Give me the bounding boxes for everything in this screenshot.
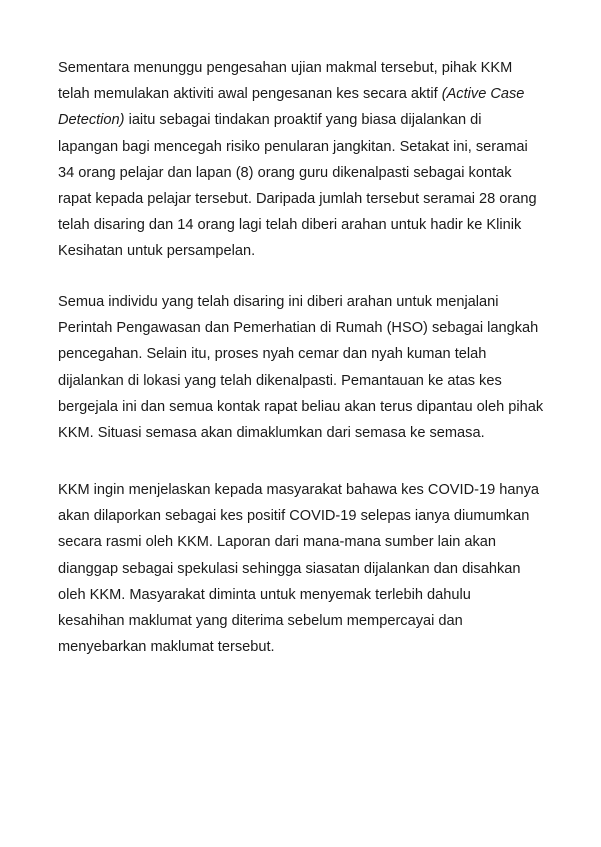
text-line: 34 orang pelajar dan lapan (8) orang guru dikenalpasti sebagai kontak <box>58 164 512 181</box>
text-line: telah disaring dan 14 orang lagi telah diberi arahan untuk hadir ke Klinik <box>58 217 522 234</box>
text-line: kesahihan maklumat yang diterima sebelum mempercayai dan <box>58 612 463 629</box>
italic-term: Detection) <box>58 112 125 129</box>
text-line: dianggap sebagai spekulasi sehingga siasatan dijalankan dan disahkan <box>58 560 521 577</box>
text-line <box>58 81 554 107</box>
text-line: secara rasmi oleh KKM. Laporan dari mana-mana sumber lain akan <box>58 534 497 551</box>
text-line: rapat kepada pelajar tersebut. Daripada jumlah tersebut seramai 28 orang <box>58 190 537 207</box>
text-line <box>58 107 554 133</box>
text-line: Sementara menunggu pengesahan ujian makmal tersebut, pihak KKM <box>58 60 513 76</box>
text-segment: telah memulakan aktiviti awal pengesanan kes secara aktif <box>58 86 442 103</box>
text-line: pencegahan. Selain itu, proses nyah cemar dan nyah kuman telah <box>58 346 487 363</box>
paragraph-public-notice <box>58 477 554 660</box>
text-line: KKM. Situasi semasa akan dimaklumkan dari semasa ke semasa. <box>58 424 485 441</box>
text-line: Semua individu yang telah disaring ini diberi arahan untuk menjalani <box>58 294 499 310</box>
text-line: Perintah Pengawasan dan Pemerhatian di Rumah (HSO) sebagai langkah <box>58 320 539 337</box>
text-line: lapangan bagi mencegah risiko penularan jangkitan. Setakat ini, seramai <box>58 138 528 155</box>
italic-term: (Active Case <box>441 86 525 103</box>
text-line: dijalankan di lokasi yang telah dikenalpasti. Pemantauan ke atas kes <box>58 372 502 389</box>
text-line: bergejala ini dan semua kontak rapat beliau akan terus dipantau oleh pihak <box>58 398 544 415</box>
text-line: Kesihatan untuk persampelan. <box>58 243 256 260</box>
text-line: oleh KKM. Masyarakat diminta untuk menyemak terlebih dahulu <box>58 586 471 603</box>
text-line: akan dilaporkan sebagai kes positif COVID-19 selepas ianya diumumkan <box>58 508 530 525</box>
text-line: menyebarkan maklumat tersebut. <box>58 639 275 656</box>
paragraph-active-case-detection <box>58 55 554 265</box>
paragraph-hso-measures <box>58 289 554 446</box>
text-line: KKM ingin menjelaskan kepada masyarakat bahawa kes COVID-19 hanya <box>58 482 540 498</box>
text-segment: iaitu sebagai tindakan proaktif yang biasa dijalankan di <box>124 112 482 129</box>
